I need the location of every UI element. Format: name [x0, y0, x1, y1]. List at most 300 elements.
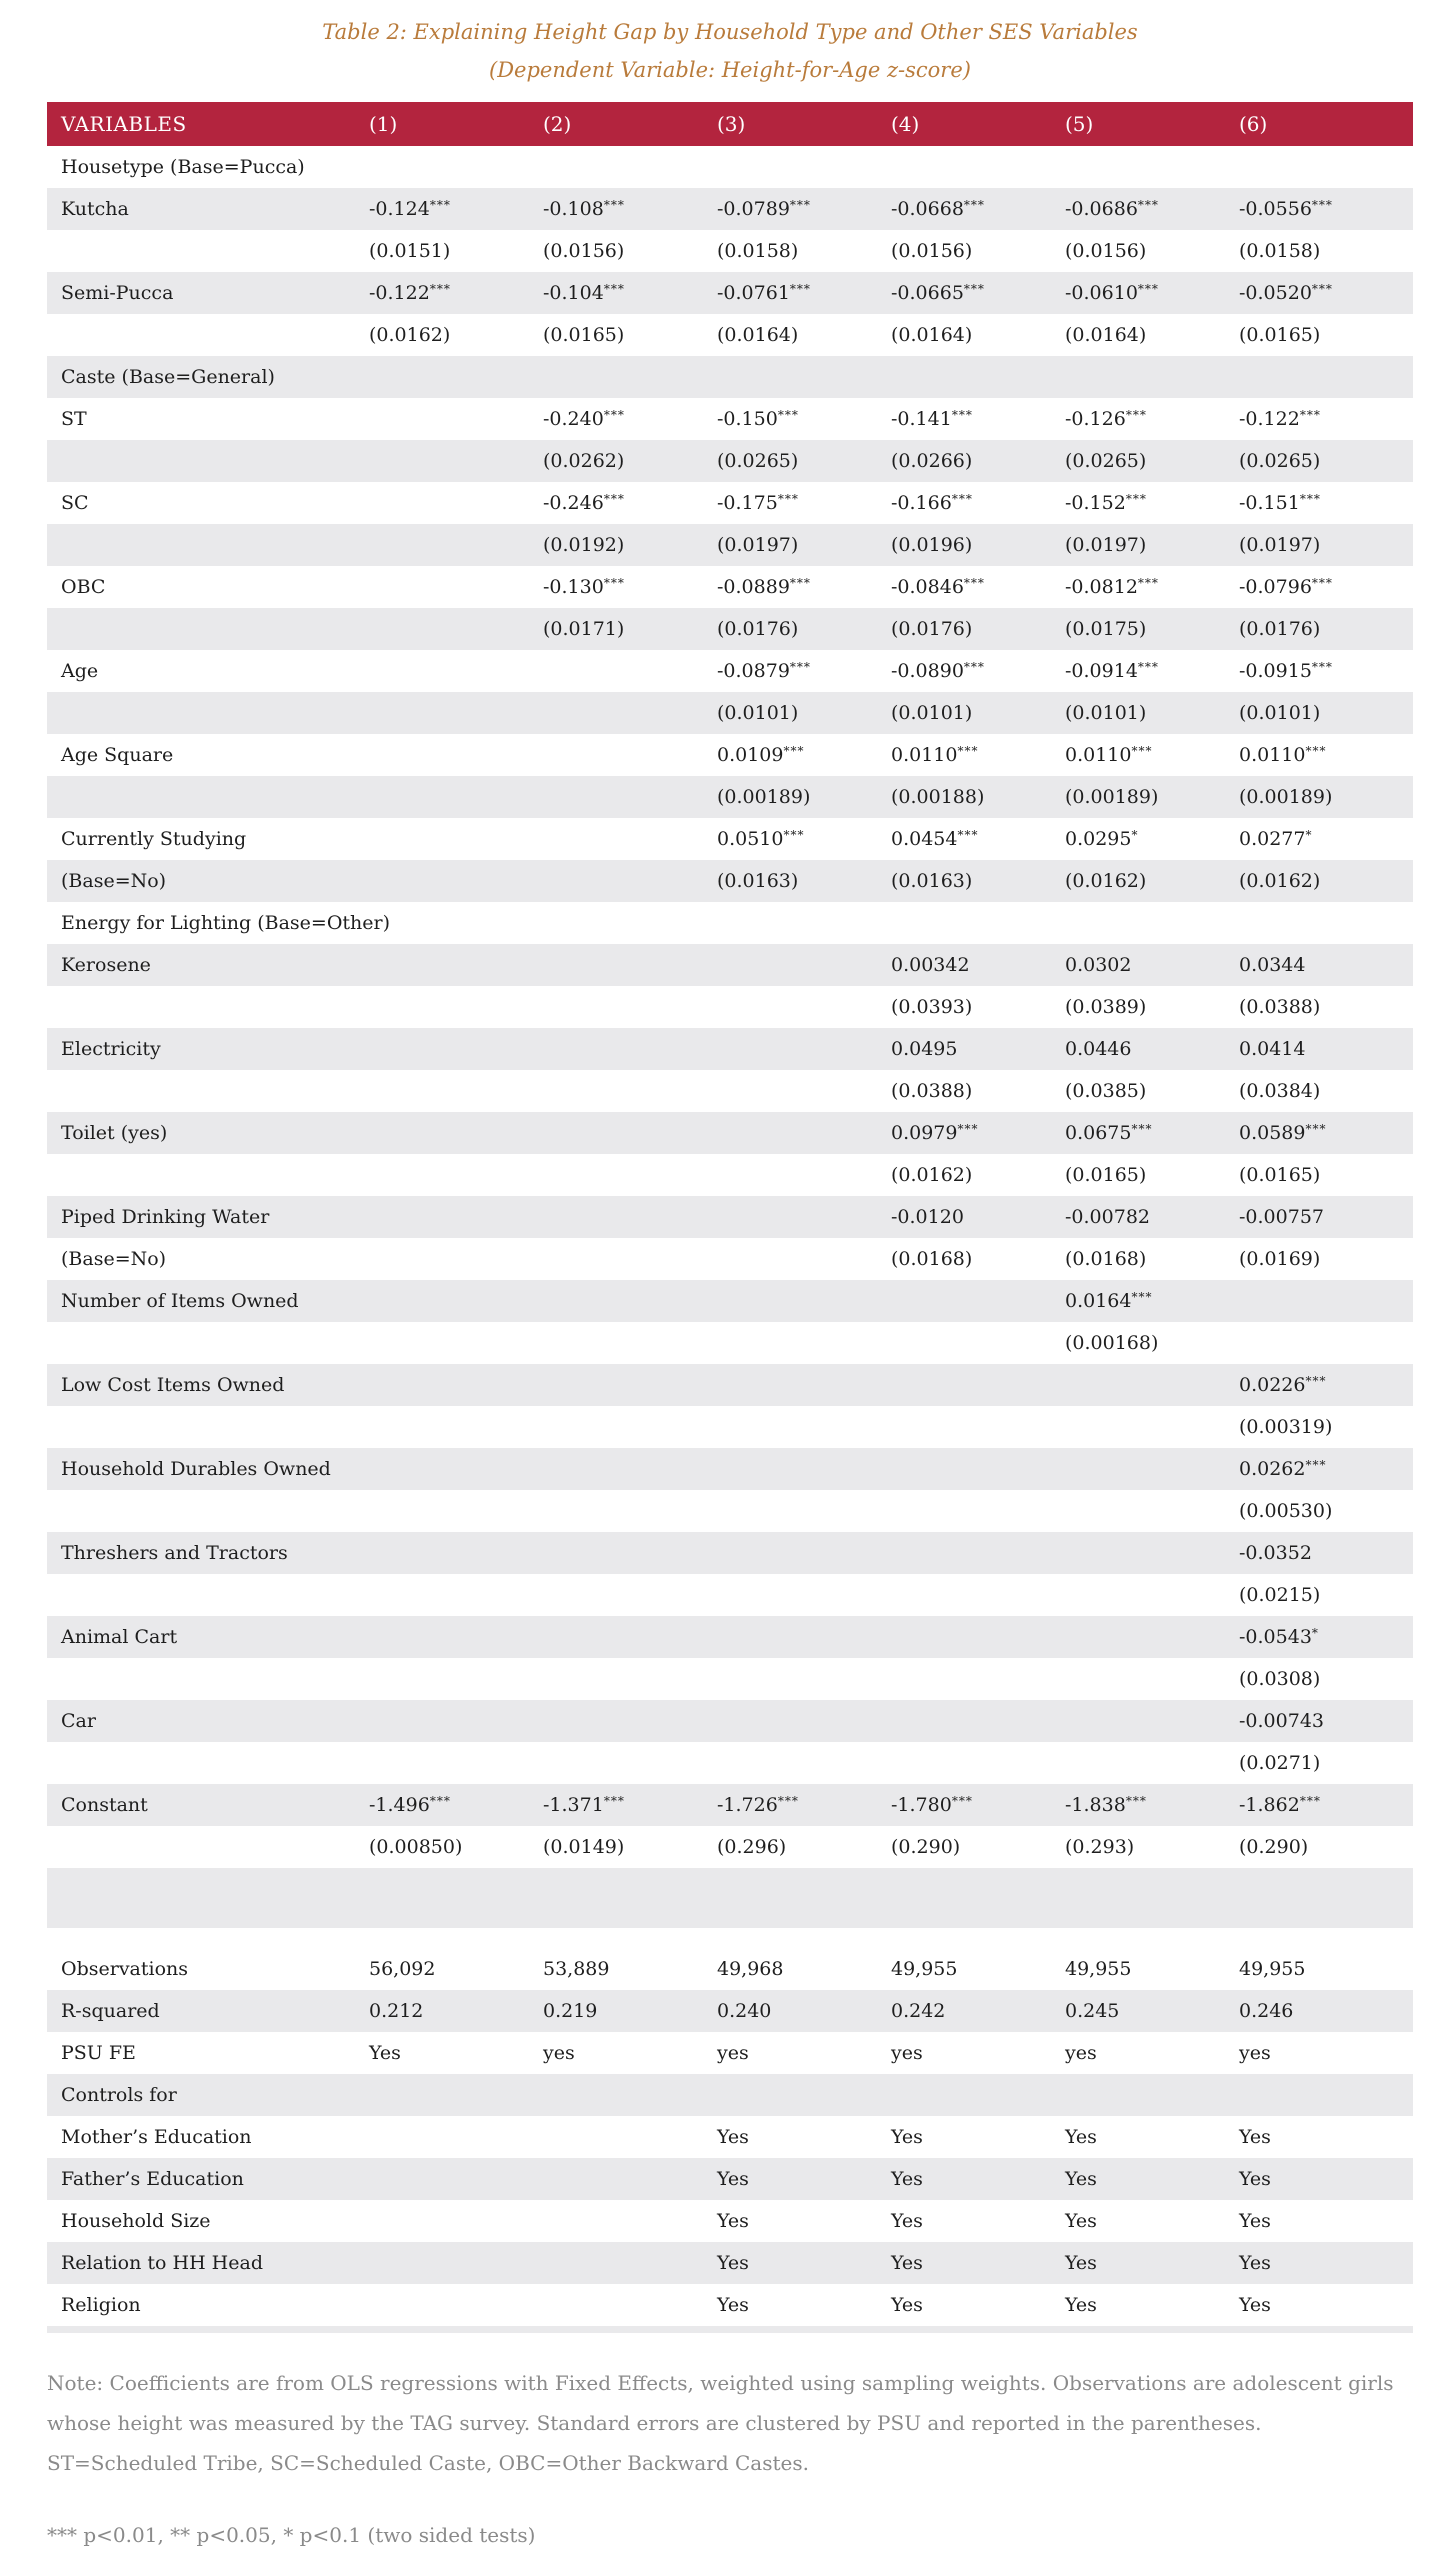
value-cell: yes: [1065, 2042, 1097, 2064]
value-cell: Yes: [1239, 2294, 1271, 2316]
coef-row: [47, 944, 1413, 986]
value-cell: (0.0168): [891, 1248, 973, 1270]
value-cell: [543, 776, 717, 818]
value-cell: [1065, 1532, 1239, 1574]
row-label: Threshers and Tractors: [47, 1532, 369, 1574]
section-label: Housetype (Base=Pucca): [61, 156, 305, 178]
row-label: [47, 1322, 369, 1364]
value-cell: (0.0192): [543, 524, 717, 566]
value-cell: -1.371***: [543, 1784, 717, 1826]
value-cell: (0.0156): [891, 240, 973, 262]
value-cell: (0.290): [1239, 1836, 1309, 1858]
value-cell: (0.0196): [891, 524, 1065, 566]
coef-row: [47, 1112, 1413, 1154]
value-cell: Yes: [891, 2158, 1065, 2200]
stat-row: [47, 1948, 1413, 1990]
value-cell: (0.00188): [891, 776, 1065, 818]
value-cell: [543, 2200, 717, 2242]
value-cell: -1.726***: [717, 1784, 891, 1826]
value-cell: -0.126***: [1065, 408, 1147, 430]
value-cell: (0.0266): [891, 440, 1065, 482]
value-cell: (0.0385): [1065, 1080, 1147, 1102]
value-cell: (0.0165): [1065, 1164, 1147, 1186]
value-cell: Yes: [717, 2126, 749, 2148]
strip-row: [47, 2326, 1413, 2333]
row-label: R-squared: [47, 1990, 369, 2032]
value-cell: 0.0510***: [717, 828, 805, 850]
value-cell: Yes: [1239, 2210, 1271, 2232]
value-cell: 0.245: [1065, 1990, 1239, 2032]
se-row: [47, 1406, 1413, 1448]
value-cell: (0.0162): [1065, 860, 1239, 902]
value-cell: [717, 1238, 891, 1280]
value-cell: [543, 1490, 717, 1532]
value-cell: [717, 1070, 891, 1112]
value-cell: [717, 1406, 891, 1448]
value-cell: -0.0543*: [1239, 1616, 1413, 1658]
value-cell: (0.0158): [1239, 240, 1321, 262]
value-cell: [369, 1616, 543, 1658]
value-cell: [891, 1406, 1065, 1448]
value-cell: -0.0520***: [1239, 272, 1413, 314]
stat-row: [47, 2242, 1413, 2284]
value-cell: [1065, 1700, 1239, 1742]
value-cell: [369, 1490, 543, 1532]
value-cell: [891, 1322, 1065, 1364]
row-label: [47, 1490, 369, 1532]
value-cell: [1065, 1742, 1239, 1784]
value-cell: 0.212: [369, 1990, 543, 2032]
value-cell: [369, 1742, 543, 1784]
value-cell: (0.0162): [1239, 860, 1413, 902]
row-label: [47, 1574, 369, 1616]
value-cell: [369, 1406, 543, 1448]
value-cell: [369, 776, 543, 818]
value-cell: [369, 1364, 543, 1406]
value-cell: [717, 1490, 891, 1532]
value-cell: [543, 1196, 717, 1238]
row-label: Kerosene: [47, 944, 369, 986]
value-cell: 0.0226***: [1239, 1364, 1413, 1406]
value-cell: [717, 1574, 891, 1616]
spacer-row: [47, 1868, 1413, 1928]
row-label: Currently Studying: [61, 828, 247, 850]
value-cell: -1.780***: [891, 1784, 1065, 1826]
value-cell: (0.0156): [543, 240, 625, 262]
value-cell: 49,955: [1065, 1958, 1132, 1980]
value-cell: -0.0889***: [717, 576, 811, 598]
value-cell: 0.0110***: [1065, 744, 1153, 766]
value-cell: (0.0165): [543, 324, 625, 346]
value-cell: (0.00189): [717, 776, 891, 818]
se-row: [47, 1238, 1413, 1280]
value-cell: Yes: [717, 2242, 891, 2284]
value-cell: [369, 1322, 543, 1364]
header-row: [47, 102, 1413, 146]
value-cell: [543, 1028, 717, 1070]
row-label: [47, 986, 369, 1028]
se-row: [47, 1154, 1413, 1196]
row-label: Electricity: [47, 1028, 369, 1070]
se-row: [47, 314, 1413, 356]
column-header-4: (4): [891, 102, 1065, 146]
value-cell: yes: [1239, 2042, 1271, 2064]
value-cell: [369, 398, 543, 440]
value-cell: [891, 1742, 1065, 1784]
value-cell: (0.0165): [1239, 324, 1321, 346]
value-cell: [369, 1280, 543, 1322]
value-cell: -0.0120: [891, 1196, 1065, 1238]
row-label: Religion: [61, 2294, 141, 2316]
table-titles: [47, 20, 1413, 82]
value-cell: (0.0265): [1065, 440, 1239, 482]
row-label: Household Durables Owned: [47, 1448, 369, 1490]
value-cell: [369, 1448, 543, 1490]
row-label: ST: [61, 408, 87, 430]
value-cell: -0.0352: [1239, 1532, 1413, 1574]
se-row: [47, 986, 1413, 1028]
value-cell: (0.0393): [891, 996, 973, 1018]
value-cell: 0.0110***: [891, 744, 979, 766]
value-cell: [369, 1658, 543, 1700]
coef-row: [47, 398, 1413, 440]
value-cell: -0.00743: [1239, 1700, 1413, 1742]
value-cell: [369, 1112, 543, 1154]
section-row: [47, 902, 1413, 944]
value-cell: 0.0262***: [1239, 1448, 1413, 1490]
value-cell: [543, 1658, 717, 1700]
value-cell: [891, 1364, 1065, 1406]
coef-row: [47, 482, 1413, 524]
value-cell: [1065, 1658, 1239, 1700]
se-row: [47, 860, 1413, 902]
coef-row: [47, 1364, 1413, 1406]
row-label: SC: [61, 492, 89, 514]
value-cell: [369, 692, 543, 734]
value-cell: -0.0796***: [1239, 576, 1333, 598]
row-label: (Base=No): [47, 860, 369, 902]
value-cell: 0.0295*: [1065, 828, 1139, 850]
row-label: [47, 1742, 369, 1784]
value-cell: Yes: [1065, 2242, 1239, 2284]
value-cell: [369, 734, 543, 776]
significance-legend: *** p<0.01, ** p<0.05, * p<0.1 (two sided tests): [47, 2523, 536, 2547]
value-cell: Yes: [1239, 2242, 1413, 2284]
value-cell: 0.0454***: [891, 828, 979, 850]
value-cell: [369, 1700, 543, 1742]
value-cell: -0.166***: [891, 492, 973, 514]
value-cell: -0.0879***: [717, 660, 811, 682]
se-row: [47, 776, 1413, 818]
value-cell: [369, 2242, 543, 2284]
row-label: [47, 524, 369, 566]
se-row: [47, 1826, 1413, 1868]
row-label: Kutcha: [47, 188, 369, 230]
value-cell: [543, 1112, 717, 1154]
value-cell: (0.0169): [1239, 1248, 1321, 1270]
stat-row: [47, 2284, 1413, 2326]
coef-row: [47, 1616, 1413, 1658]
stat-row: [47, 2032, 1413, 2074]
value-cell: (0.0176): [891, 608, 1065, 650]
value-cell: (0.293): [1065, 1836, 1135, 1858]
row-label: [47, 692, 369, 734]
row-label: Number of Items Owned: [47, 1280, 369, 1322]
row-label: Father’s Education: [47, 2158, 369, 2200]
column-header-variables: VARIABLES: [47, 102, 369, 146]
value-cell: 53,889: [543, 1958, 610, 1980]
value-cell: [1239, 1322, 1413, 1364]
value-cell: [891, 1280, 1065, 1322]
se-row: [47, 1322, 1413, 1364]
value-cell: -0.0915***: [1239, 660, 1333, 682]
value-cell: [717, 1364, 891, 1406]
value-cell: (0.0149): [543, 1836, 625, 1858]
value-cell: (0.0215): [1239, 1584, 1321, 1606]
coef-row: [47, 1784, 1413, 1826]
value-cell: [717, 1448, 891, 1490]
value-cell: [891, 1448, 1065, 1490]
value-cell: [369, 1070, 543, 1112]
regression-table: [47, 102, 1413, 2333]
value-cell: (0.00189): [1239, 776, 1413, 818]
section-row: [47, 356, 1413, 398]
value-cell: (0.00530): [1239, 1500, 1333, 1522]
value-cell: -0.0686***: [1065, 188, 1239, 230]
value-cell: [543, 2242, 717, 2284]
value-cell: -0.0668***: [891, 188, 1065, 230]
value-cell: 0.0495: [891, 1028, 1065, 1070]
value-cell: [1065, 1490, 1239, 1532]
table-body: [47, 146, 1413, 2333]
value-cell: [369, 650, 543, 692]
value-cell: [543, 734, 717, 776]
value-cell: [717, 1028, 891, 1070]
row-label: Mother’s Education: [61, 2126, 252, 2148]
value-cell: Yes: [891, 2126, 923, 2148]
value-cell: 0.0110***: [1239, 744, 1327, 766]
value-cell: -0.0556***: [1239, 188, 1413, 230]
value-cell: -0.152***: [1065, 492, 1147, 514]
value-cell: (0.0165): [1239, 1164, 1321, 1186]
value-cell: (0.0308): [1239, 1668, 1321, 1690]
value-cell: [543, 1070, 717, 1112]
value-cell: [543, 1322, 717, 1364]
value-cell: [543, 650, 717, 692]
row-label: Age Square: [61, 744, 174, 766]
value-cell: Yes: [369, 2042, 401, 2064]
se-row: [47, 1490, 1413, 1532]
value-cell: [1065, 1364, 1239, 1406]
value-cell: [543, 1238, 717, 1280]
value-cell: -1.838***: [1065, 1784, 1239, 1826]
value-cell: [369, 986, 543, 1028]
value-cell: [1065, 1406, 1239, 1448]
row-label: [47, 440, 369, 482]
value-cell: (0.296): [717, 1836, 787, 1858]
value-cell: (0.0101): [891, 692, 1065, 734]
value-cell: [543, 692, 717, 734]
value-cell: [717, 1742, 891, 1784]
value-cell: (0.0156): [1065, 240, 1147, 262]
value-cell: (0.0271): [1239, 1752, 1321, 1774]
value-cell: [369, 1154, 543, 1196]
value-cell: -0.151***: [1239, 492, 1321, 514]
value-cell: Yes: [1065, 2158, 1239, 2200]
value-cell: [543, 1280, 717, 1322]
section-label: Energy for Lighting (Base=Other): [61, 912, 391, 934]
value-cell: [717, 1700, 891, 1742]
value-cell: [369, 1196, 543, 1238]
value-cell: [717, 1532, 891, 1574]
row-label: Semi-Pucca: [47, 272, 369, 314]
row-label: [47, 1070, 369, 1112]
value-cell: (0.0197): [1239, 524, 1413, 566]
value-cell: 49,955: [891, 1958, 958, 1980]
row-label: Age: [61, 660, 99, 682]
value-cell: [717, 986, 891, 1028]
value-cell: yes: [543, 2042, 575, 2064]
value-cell: [369, 482, 543, 524]
value-cell: [543, 1364, 717, 1406]
value-cell: -0.240***: [543, 408, 625, 430]
value-cell: 0.0302: [1065, 944, 1239, 986]
value-cell: (0.0162): [369, 324, 451, 346]
value-cell: [543, 2284, 717, 2326]
value-cell: Yes: [1239, 2126, 1271, 2148]
value-cell: (0.0265): [717, 440, 891, 482]
value-cell: (0.0101): [717, 692, 891, 734]
value-cell: Yes: [717, 2294, 749, 2316]
row-label: Piped Drinking Water: [47, 1196, 369, 1238]
value-cell: Yes: [1065, 2126, 1097, 2148]
value-cell: [891, 1490, 1065, 1532]
value-cell: (0.0101): [1239, 692, 1413, 734]
value-cell: [369, 1028, 543, 1070]
value-cell: 0.0414: [1239, 1028, 1413, 1070]
value-cell: [369, 1238, 543, 1280]
value-cell: (0.0175): [1065, 608, 1239, 650]
se-row: [47, 1658, 1413, 1700]
value-cell: 0.0277*: [1239, 828, 1313, 850]
section-row: [47, 2074, 1413, 2116]
value-cell: [717, 1616, 891, 1658]
coef-row: [47, 1028, 1413, 1070]
row-label: Low Cost Items Owned: [47, 1364, 369, 1406]
value-cell: [1065, 1574, 1239, 1616]
value-cell: Yes: [1065, 2294, 1097, 2316]
row-label: [47, 776, 369, 818]
coef-row: [47, 734, 1413, 776]
row-label: PSU FE: [61, 2042, 136, 2064]
row-label: [47, 1406, 369, 1448]
value-cell: (0.0197): [1065, 524, 1239, 566]
stat-row: [47, 2200, 1413, 2242]
value-cell: -0.150***: [717, 408, 799, 430]
value-cell: (0.00319): [1239, 1416, 1333, 1438]
value-cell: 0.0589***: [1239, 1112, 1413, 1154]
row-label: Relation to HH Head: [47, 2242, 369, 2284]
value-cell: [1065, 1448, 1239, 1490]
value-cell: [369, 1574, 543, 1616]
value-cell: Yes: [1065, 2210, 1097, 2232]
value-cell: [891, 1700, 1065, 1742]
coef-row: [47, 1280, 1413, 1322]
coef-row: [47, 1700, 1413, 1742]
value-cell: 0.0675***: [1065, 1112, 1239, 1154]
value-cell: 0.0164***: [1065, 1280, 1239, 1322]
row-label: Observations: [61, 1958, 189, 1980]
value-cell: 0.0109***: [717, 744, 805, 766]
coef-row: [47, 818, 1413, 860]
value-cell: [543, 1616, 717, 1658]
value-cell: (0.0384): [1239, 1080, 1321, 1102]
value-cell: Yes: [717, 2158, 891, 2200]
section-row: [47, 146, 1413, 188]
column-header-3: (3): [717, 102, 891, 146]
value-cell: [891, 1532, 1065, 1574]
coef-row: [47, 1196, 1413, 1238]
value-cell: [543, 1574, 717, 1616]
value-cell: (0.00168): [1065, 1332, 1159, 1354]
row-label: Car: [47, 1700, 369, 1742]
value-cell: [369, 1532, 543, 1574]
value-cell: -0.130***: [543, 576, 625, 598]
spacer-small-row: [47, 1928, 1413, 1948]
value-cell: (0.0176): [1239, 608, 1413, 650]
value-cell: 49,968: [717, 1958, 784, 1980]
table-subtitle: (Dependent Variable: Height-for-Age z-score): [489, 58, 971, 82]
table-note: Note: Coefficients are from OLS regressions with Fixed Effects, weighted using sampling weights. Observations are adolescent girls whose height was measured by the TAG survey. Standard errors are clustered by PSU and reported in the parentheses. ST=Scheduled Tribe, SC=Scheduled Caste, OBC=Other Backward Castes.: [47, 2371, 1394, 2475]
value-cell: [369, 524, 543, 566]
value-cell: 0.00342: [891, 944, 1065, 986]
value-cell: [369, 440, 543, 482]
value-cell: yes: [891, 2042, 923, 2064]
se-row: [47, 1574, 1413, 1616]
coef-row: [47, 566, 1413, 608]
value-cell: Yes: [891, 2294, 923, 2316]
value-cell: [369, 608, 543, 650]
value-cell: (0.0389): [1065, 996, 1147, 1018]
column-header-1: (1): [369, 102, 543, 146]
value-cell: [369, 566, 543, 608]
coef-row: [47, 650, 1413, 692]
value-cell: [369, 2200, 543, 2242]
value-cell: (0.0388): [1239, 996, 1321, 1018]
coef-row: [47, 1532, 1413, 1574]
row-label: (Base=No): [61, 1248, 167, 1270]
value-cell: (0.0151): [369, 240, 451, 262]
value-cell: [543, 2158, 717, 2200]
value-cell: [369, 2284, 543, 2326]
value-cell: -0.122***: [369, 272, 543, 314]
value-cell: 0.0446: [1065, 1028, 1239, 1070]
value-cell: (0.0158): [717, 240, 799, 262]
section-label: Caste (Base=General): [47, 356, 1413, 398]
value-cell: -1.862***: [1239, 1784, 1413, 1826]
value-cell: (0.290): [891, 1836, 961, 1858]
value-cell: 49,955: [1239, 1958, 1306, 1980]
value-cell: (0.0164): [717, 324, 799, 346]
value-cell: [543, 944, 717, 986]
value-cell: [369, 818, 543, 860]
value-cell: (0.0163): [717, 860, 891, 902]
value-cell: -0.00757: [1239, 1196, 1413, 1238]
value-cell: -0.0914***: [1065, 660, 1159, 682]
value-cell: (0.0265): [1239, 440, 1413, 482]
value-cell: yes: [717, 2042, 749, 2064]
value-cell: [369, 860, 543, 902]
